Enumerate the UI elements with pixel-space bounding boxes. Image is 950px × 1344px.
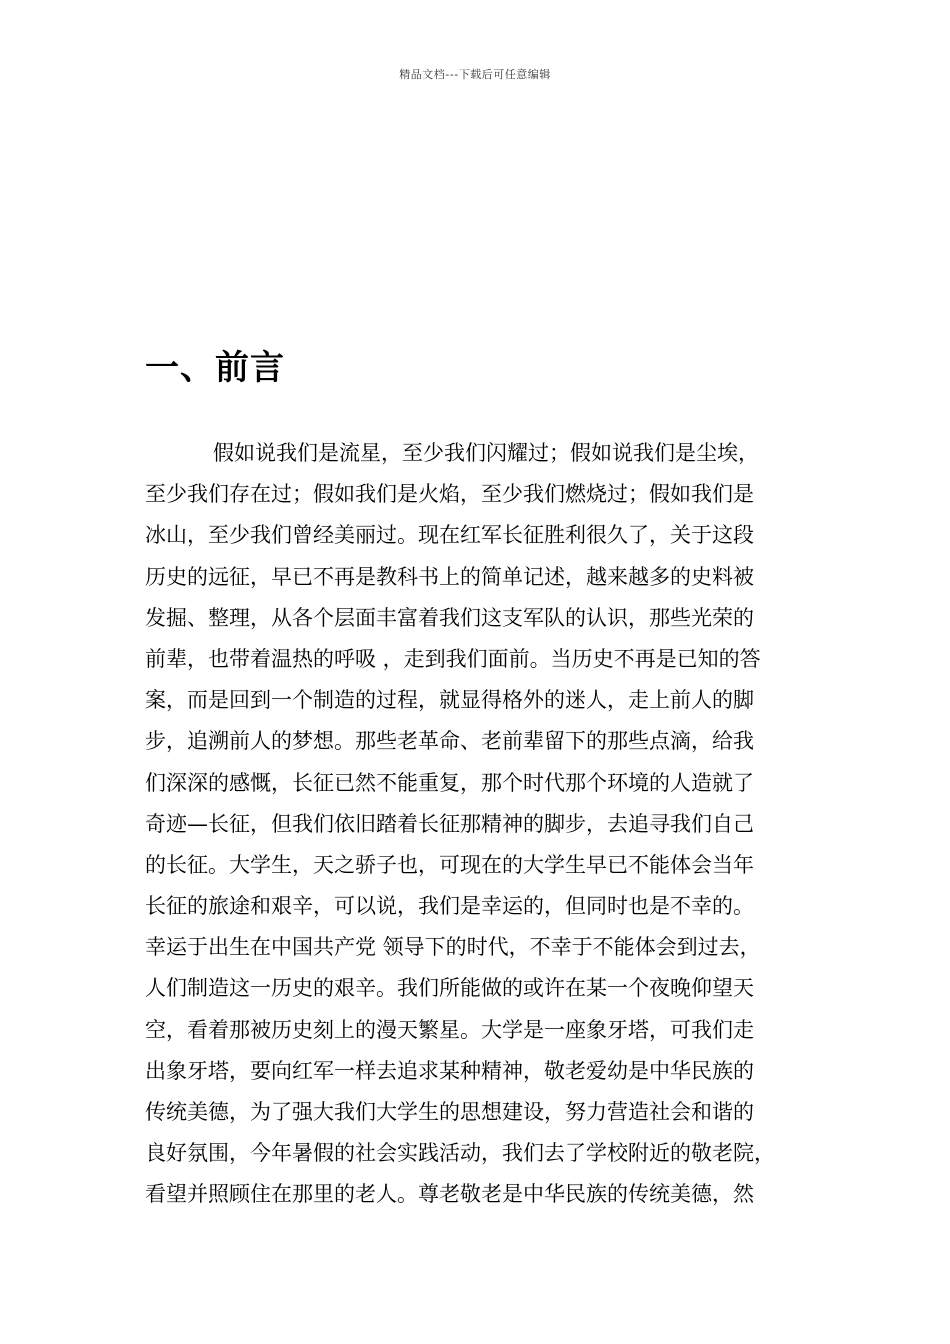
- paragraph-line: 前辈，也带着温热的呼吸 ，走到我们面前。当历史不再是已知的答: [145, 646, 761, 671]
- paragraph-line: 出象牙塔，要向红军一样去追求某种精神，敬老爱幼是中华民族的: [145, 1058, 754, 1083]
- paragraph-line: 至少我们存在过；假如我们是火焰，至少我们燃烧过；假如我们是: [145, 482, 754, 507]
- paragraph-line: 看望并照顾住在那里的老人。尊老敬老是中华民族的传统美德，然: [145, 1182, 754, 1207]
- paragraph-line: 案，而是回到一个制造的过程，就显得格外的迷人，走上前人的脚: [145, 688, 754, 713]
- paragraph-line: 幸运于出生在中国共产党 领导下的时代，不幸于不能体会到过去，: [145, 935, 761, 960]
- paragraph-line: 假如说我们是流星，至少我们闪耀过；假如说我们是尘埃，: [213, 441, 759, 465]
- paragraph-line: 空，看着那被历史刻上的漫天繁星。大学是一座象牙塔，可我们走: [145, 1017, 754, 1042]
- paragraph-line: 人们制造这一历史的艰辛。我们所能做的或许在某一个夜晚仰望天: [145, 976, 754, 1001]
- paragraph-line: 们深深的感慨，长征已然不能重复，那个时代那个环境的人造就了: [145, 770, 754, 795]
- paragraph-line: 良好氛围，今年暑假的社会实践活动，我们去了学校附近的敬老院，: [145, 1141, 775, 1166]
- paragraph-line: 步，追溯前人的梦想。那些老革命、老前辈留下的那些点滴，给我: [145, 729, 754, 754]
- paragraph-line: 传统美德，为了强大我们大学生的思想建设，努力营造社会和谐的: [145, 1100, 754, 1124]
- paragraph-line: 奇迹—长征，但我们依旧踏着长征那精神的脚步，去追寻我们自己: [145, 811, 754, 836]
- section-heading: 一、前言: [145, 348, 285, 388]
- paragraph-line: 冰山，至少我们曾经美丽过。现在红军长征胜利很久了，关于这段: [145, 523, 754, 548]
- paragraph-line: 历史的远征，早已不再是教科书上的简单记述，越来越多的史料被: [145, 564, 754, 589]
- paragraph-line: 长征的旅途和艰辛，可以说，我们是幸运的，但同时也是不幸的。: [145, 894, 754, 919]
- page-header: 精品文档---下载后可任意编辑: [399, 68, 551, 81]
- paragraph-line: 发掘、整理，从各个层面丰富着我们这支军队的认识，那些光荣的: [145, 605, 754, 630]
- body-paragraph: [145, 433, 807, 1216]
- paragraph-line: 的长征。大学生，天之骄子也，可现在的大学生早已不能体会当年: [145, 852, 754, 877]
